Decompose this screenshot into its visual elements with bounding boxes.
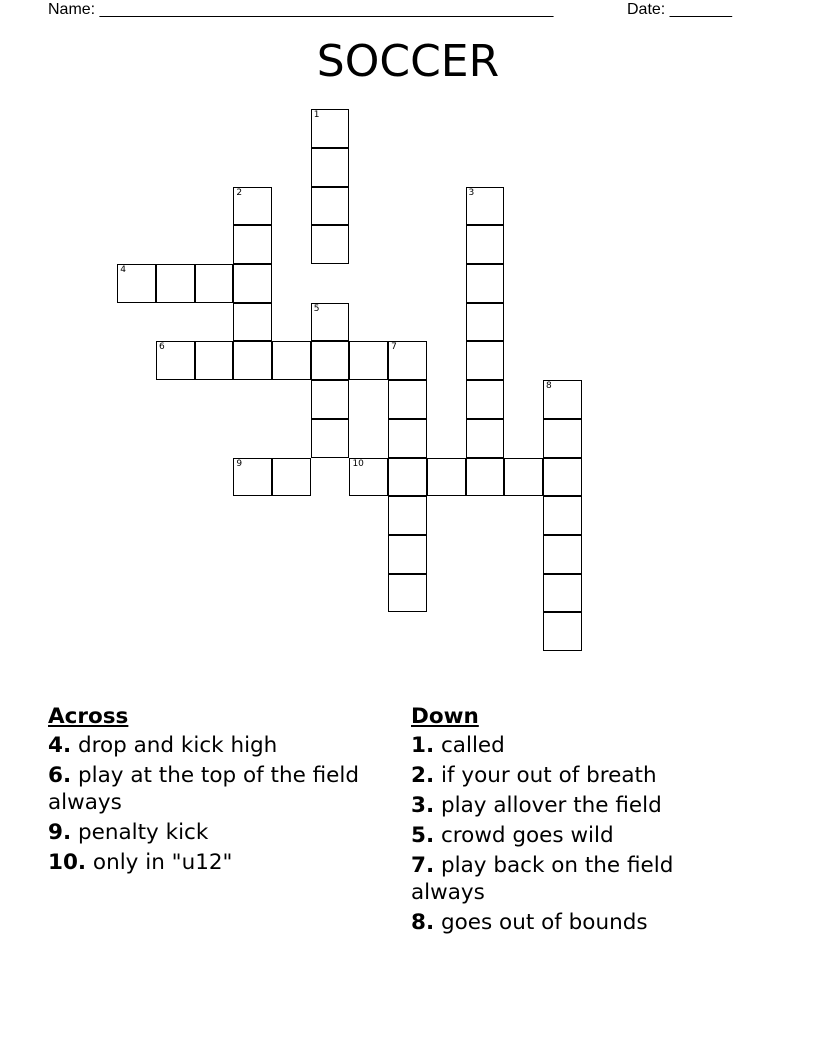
crossword-cell[interactable]: [233, 225, 272, 264]
crossword-cell[interactable]: [504, 458, 543, 497]
crossword-cell[interactable]: [466, 341, 505, 380]
clue-num: 10.: [48, 850, 87, 875]
crossword-cell[interactable]: [466, 264, 505, 303]
down-clue: [411, 792, 741, 819]
crossword-cell[interactable]: [233, 458, 272, 497]
crossword-cell[interactable]: [466, 419, 505, 458]
crossword-cell[interactable]: [156, 341, 195, 380]
down-clues: [411, 703, 741, 939]
clue-number: 1: [313, 110, 320, 121]
clue-text: play allover the field: [434, 793, 662, 818]
crossword-cell[interactable]: [349, 341, 388, 380]
clue-num: 5.: [411, 823, 435, 848]
clue-text: goes out of bounds: [434, 910, 648, 935]
clue-text: called: [434, 733, 505, 758]
crossword-cell[interactable]: [388, 496, 427, 535]
crossword-cell[interactable]: [233, 187, 272, 226]
clue-text: only in "u12": [86, 850, 233, 875]
crossword-cell[interactable]: [311, 225, 350, 264]
crossword-cell[interactable]: [311, 303, 350, 342]
clue-number: 4: [120, 265, 126, 276]
crossword-cell[interactable]: [388, 535, 427, 574]
crossword-cell[interactable]: [466, 458, 505, 497]
clue-number: 7: [391, 342, 397, 353]
clue-text: if your out of breath: [434, 763, 657, 788]
name-field-label: Name: ___________________________________________________: [48, 1, 554, 18]
crossword-cell[interactable]: [466, 225, 505, 264]
down-clue: [411, 852, 741, 906]
clue-num: 8.: [411, 910, 435, 935]
crossword-cell[interactable]: [311, 148, 350, 187]
clue-text: play at the top of the field always: [48, 763, 360, 815]
clue-num: 7.: [411, 853, 435, 878]
crossword-cell[interactable]: [427, 458, 466, 497]
clue-number: 6: [158, 342, 165, 353]
clue-num: 9.: [48, 820, 72, 845]
crossword-cell[interactable]: [233, 264, 272, 303]
crossword-cell[interactable]: [233, 303, 272, 342]
clue-number: 5: [313, 303, 320, 314]
crossword-cell[interactable]: [272, 341, 311, 380]
crossword-cell[interactable]: [311, 380, 350, 419]
crossword-cell[interactable]: [388, 380, 427, 419]
crossword-cell[interactable]: [543, 380, 582, 419]
clue-number: 10: [352, 458, 364, 469]
down-clue: [411, 762, 741, 789]
clue-number: 9: [236, 458, 243, 469]
crossword-cell[interactable]: [195, 264, 234, 303]
clue-num: 4.: [48, 733, 72, 758]
across-clue: [48, 849, 378, 876]
crossword-cell[interactable]: [311, 419, 350, 458]
down-clue: [411, 822, 741, 849]
crossword-cell[interactable]: [543, 419, 582, 458]
down-clue: [411, 732, 741, 759]
clue-number: 2: [236, 187, 243, 198]
crossword-cell[interactable]: [195, 341, 234, 380]
crossword-cell[interactable]: [466, 303, 505, 342]
crossword-cell[interactable]: [388, 341, 427, 380]
crossword-cell[interactable]: [388, 419, 427, 458]
clue-num: 1.: [411, 733, 435, 758]
clue-text: penalty kick: [71, 820, 209, 845]
crossword-cell[interactable]: [311, 341, 350, 380]
date-field-label: Date: _______: [627, 1, 732, 18]
crossword-cell[interactable]: [233, 341, 272, 380]
crossword-cell[interactable]: [543, 535, 582, 574]
crossword-cell[interactable]: [156, 264, 195, 303]
crossword-cell[interactable]: [117, 264, 156, 303]
across-clue: [48, 762, 378, 816]
crossword-cell[interactable]: [311, 187, 350, 226]
crossword-cell[interactable]: [543, 496, 582, 535]
crossword-cell[interactable]: [349, 458, 388, 497]
clue-text: crowd goes wild: [434, 823, 614, 848]
clue-num: 2.: [411, 763, 435, 788]
across-clue: [48, 732, 378, 759]
crossword-cell[interactable]: [543, 612, 582, 651]
across-clues: [48, 703, 378, 879]
crossword-cell[interactable]: [543, 458, 582, 497]
crossword-cell[interactable]: [388, 458, 427, 497]
crossword-cell[interactable]: [388, 574, 427, 613]
down-clue: [411, 909, 741, 936]
across-heading: Across: [48, 704, 129, 729]
crossword-cell[interactable]: [311, 109, 350, 148]
clue-number: 8: [545, 381, 552, 392]
clue-num: 3.: [411, 793, 435, 818]
crossword-cell[interactable]: [466, 380, 505, 419]
down-heading: Down: [411, 704, 479, 729]
crossword-cell[interactable]: [466, 187, 505, 226]
clue-text: play back on the field always: [411, 853, 674, 905]
across-clue: [48, 819, 378, 846]
page-title: SOCCER: [316, 36, 500, 87]
crossword-cell[interactable]: [543, 574, 582, 613]
clue-number: 3: [468, 187, 475, 198]
crossword-cell[interactable]: [272, 458, 311, 497]
clue-num: 6.: [48, 763, 72, 788]
clue-text: drop and kick high: [71, 733, 278, 758]
